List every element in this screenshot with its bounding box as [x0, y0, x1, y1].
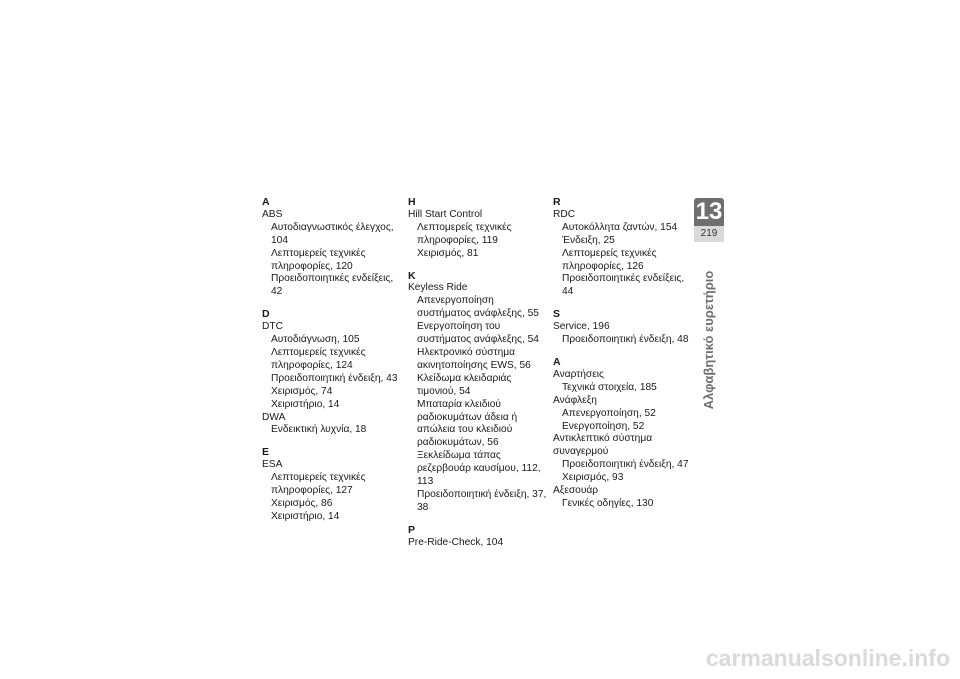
section-letter: H: [408, 196, 416, 208]
index-subentry: Ενεργοποίηση του συστήματος ανάφλεξης, 54: [417, 321, 539, 346]
index-term: Ανάφλεξη: [553, 394, 597, 406]
index-subentry: Απενεργοποίηση, 52: [562, 407, 656, 419]
section-letter: Α: [553, 355, 561, 368]
index-subentry: Ξεκλείδωμα τάπας ρεζερβουάρ καυσίμου, 112, 113: [417, 450, 541, 488]
index-term: ABS: [262, 208, 283, 220]
index-column-3: [553, 196, 695, 520]
index-column-2: [408, 196, 550, 559]
section-letter: K: [408, 269, 416, 282]
index-subentry: Αυτοκόλλητα ζαντών, 154: [562, 221, 678, 233]
section-letter: D: [262, 308, 270, 321]
index-subentry: Ηλεκτρονικό σύστημα ακινητοποίησης EWS, 56: [417, 346, 531, 371]
chapter-tab: [694, 198, 724, 242]
index-subentry: Μπαταρία κλειδιού ραδιοκυμάτων άδεια ή απώλεια του κλειδιού ραδιοκυμάτων, 56: [417, 398, 518, 449]
index-subentry: Χειρισμός, 74: [271, 385, 333, 397]
index-subentry: Προειδοποιητική ένδειξη, 37, 38: [417, 488, 547, 513]
index-subentry: Χειριστήριο, 14: [271, 510, 340, 522]
index-section: [408, 196, 550, 261]
index-subentry: Λεπτομερείς τεχνικές πληροφορίες, 120: [271, 247, 366, 272]
index-subentry: Γενικές οδηγίες, 130: [562, 497, 654, 509]
index-subentry: Χειρισμός, 93: [562, 472, 624, 484]
index-section: [262, 196, 404, 299]
index-subentry: Προειδοποιητικές ενδείξεις, 44: [562, 273, 685, 298]
watermark-text: carmanualsonline.info: [705, 645, 950, 671]
section-letter: R: [553, 196, 561, 208]
index-term: Hill Start Control: [408, 208, 483, 220]
index-section: [408, 524, 550, 550]
index-term: Pre-Ride-Check, 104: [408, 536, 504, 548]
index-subentry: Χειρισμός, 81: [417, 247, 479, 259]
section-letter: P: [408, 523, 416, 536]
index-section: [553, 356, 695, 511]
index-section: [262, 446, 404, 523]
section-letter: A: [262, 196, 270, 208]
index-subentry: Ένδειξη, 25: [562, 234, 615, 246]
section-letter: S: [553, 308, 561, 321]
index-subentry: Ενεργοποίηση, 52: [562, 420, 645, 432]
index-term: Αναρτήσεις: [553, 368, 604, 380]
index-term: Service, 196: [553, 321, 610, 333]
page-number: 219: [694, 226, 724, 242]
chapter-number: 13: [695, 198, 723, 225]
index-subentry: Λεπτομερείς τεχνικές πληροφορίες, 119: [417, 221, 512, 246]
index-subentry: Προειδοποιητική ένδειξη, 43: [271, 372, 398, 384]
index-subentry: Αυτοδιαγνωστικός έλεγχος, 104: [271, 221, 394, 246]
index-term: Αξεσουάρ: [553, 485, 599, 497]
index-term: DTC: [262, 321, 283, 333]
index-subentry: Αυτοδιάγνωση, 105: [271, 334, 360, 346]
index-subentry: Χειριστήριο, 14: [271, 398, 340, 410]
index-subentry: Λεπτομερείς τεχνικές πληροφορίες, 126: [562, 247, 657, 272]
index-subentry: Ενδεικτική λυχνία, 18: [271, 424, 367, 436]
index-subentry: Προειδοποιητική ένδειξη, 47: [562, 459, 689, 471]
index-term: ESA: [262, 459, 283, 471]
index-term: DWA: [262, 411, 286, 423]
index-section: [553, 308, 695, 347]
index-subentry: Απενεργοποίηση συστήματος ανάφλεξης, 55: [417, 295, 539, 320]
index-section: [262, 308, 404, 437]
section-letter: E: [262, 446, 270, 459]
index-column-1: [262, 196, 404, 533]
index-section: [553, 196, 695, 299]
index-subentry: Χειρισμός, 86: [271, 497, 333, 509]
index-subentry: Τεχνικά στοιχεία, 185: [562, 381, 657, 393]
index-term: Αντικλεπτικό σύστημα συναγερμού: [553, 433, 653, 458]
chapter-title: Αλφαβητικό ευρετήριο: [701, 270, 716, 410]
index-subentry: Προειδοποιητικές ενδείξεις, 42: [271, 273, 394, 298]
index-section: [408, 270, 550, 515]
index-subentry: Κλείδωμα κλειδαριάς τιμονιού, 54: [417, 372, 512, 397]
index-subentry: Λεπτομερείς τεχνικές πληροφορίες, 124: [271, 346, 366, 371]
index-subentry: Προειδοποιητική ένδειξη, 48: [562, 334, 689, 346]
index-subentry: Λεπτομερείς τεχνικές πληροφορίες, 127: [271, 472, 366, 497]
index-term: Keyless Ride: [408, 282, 468, 294]
index-term: RDC: [553, 208, 576, 220]
